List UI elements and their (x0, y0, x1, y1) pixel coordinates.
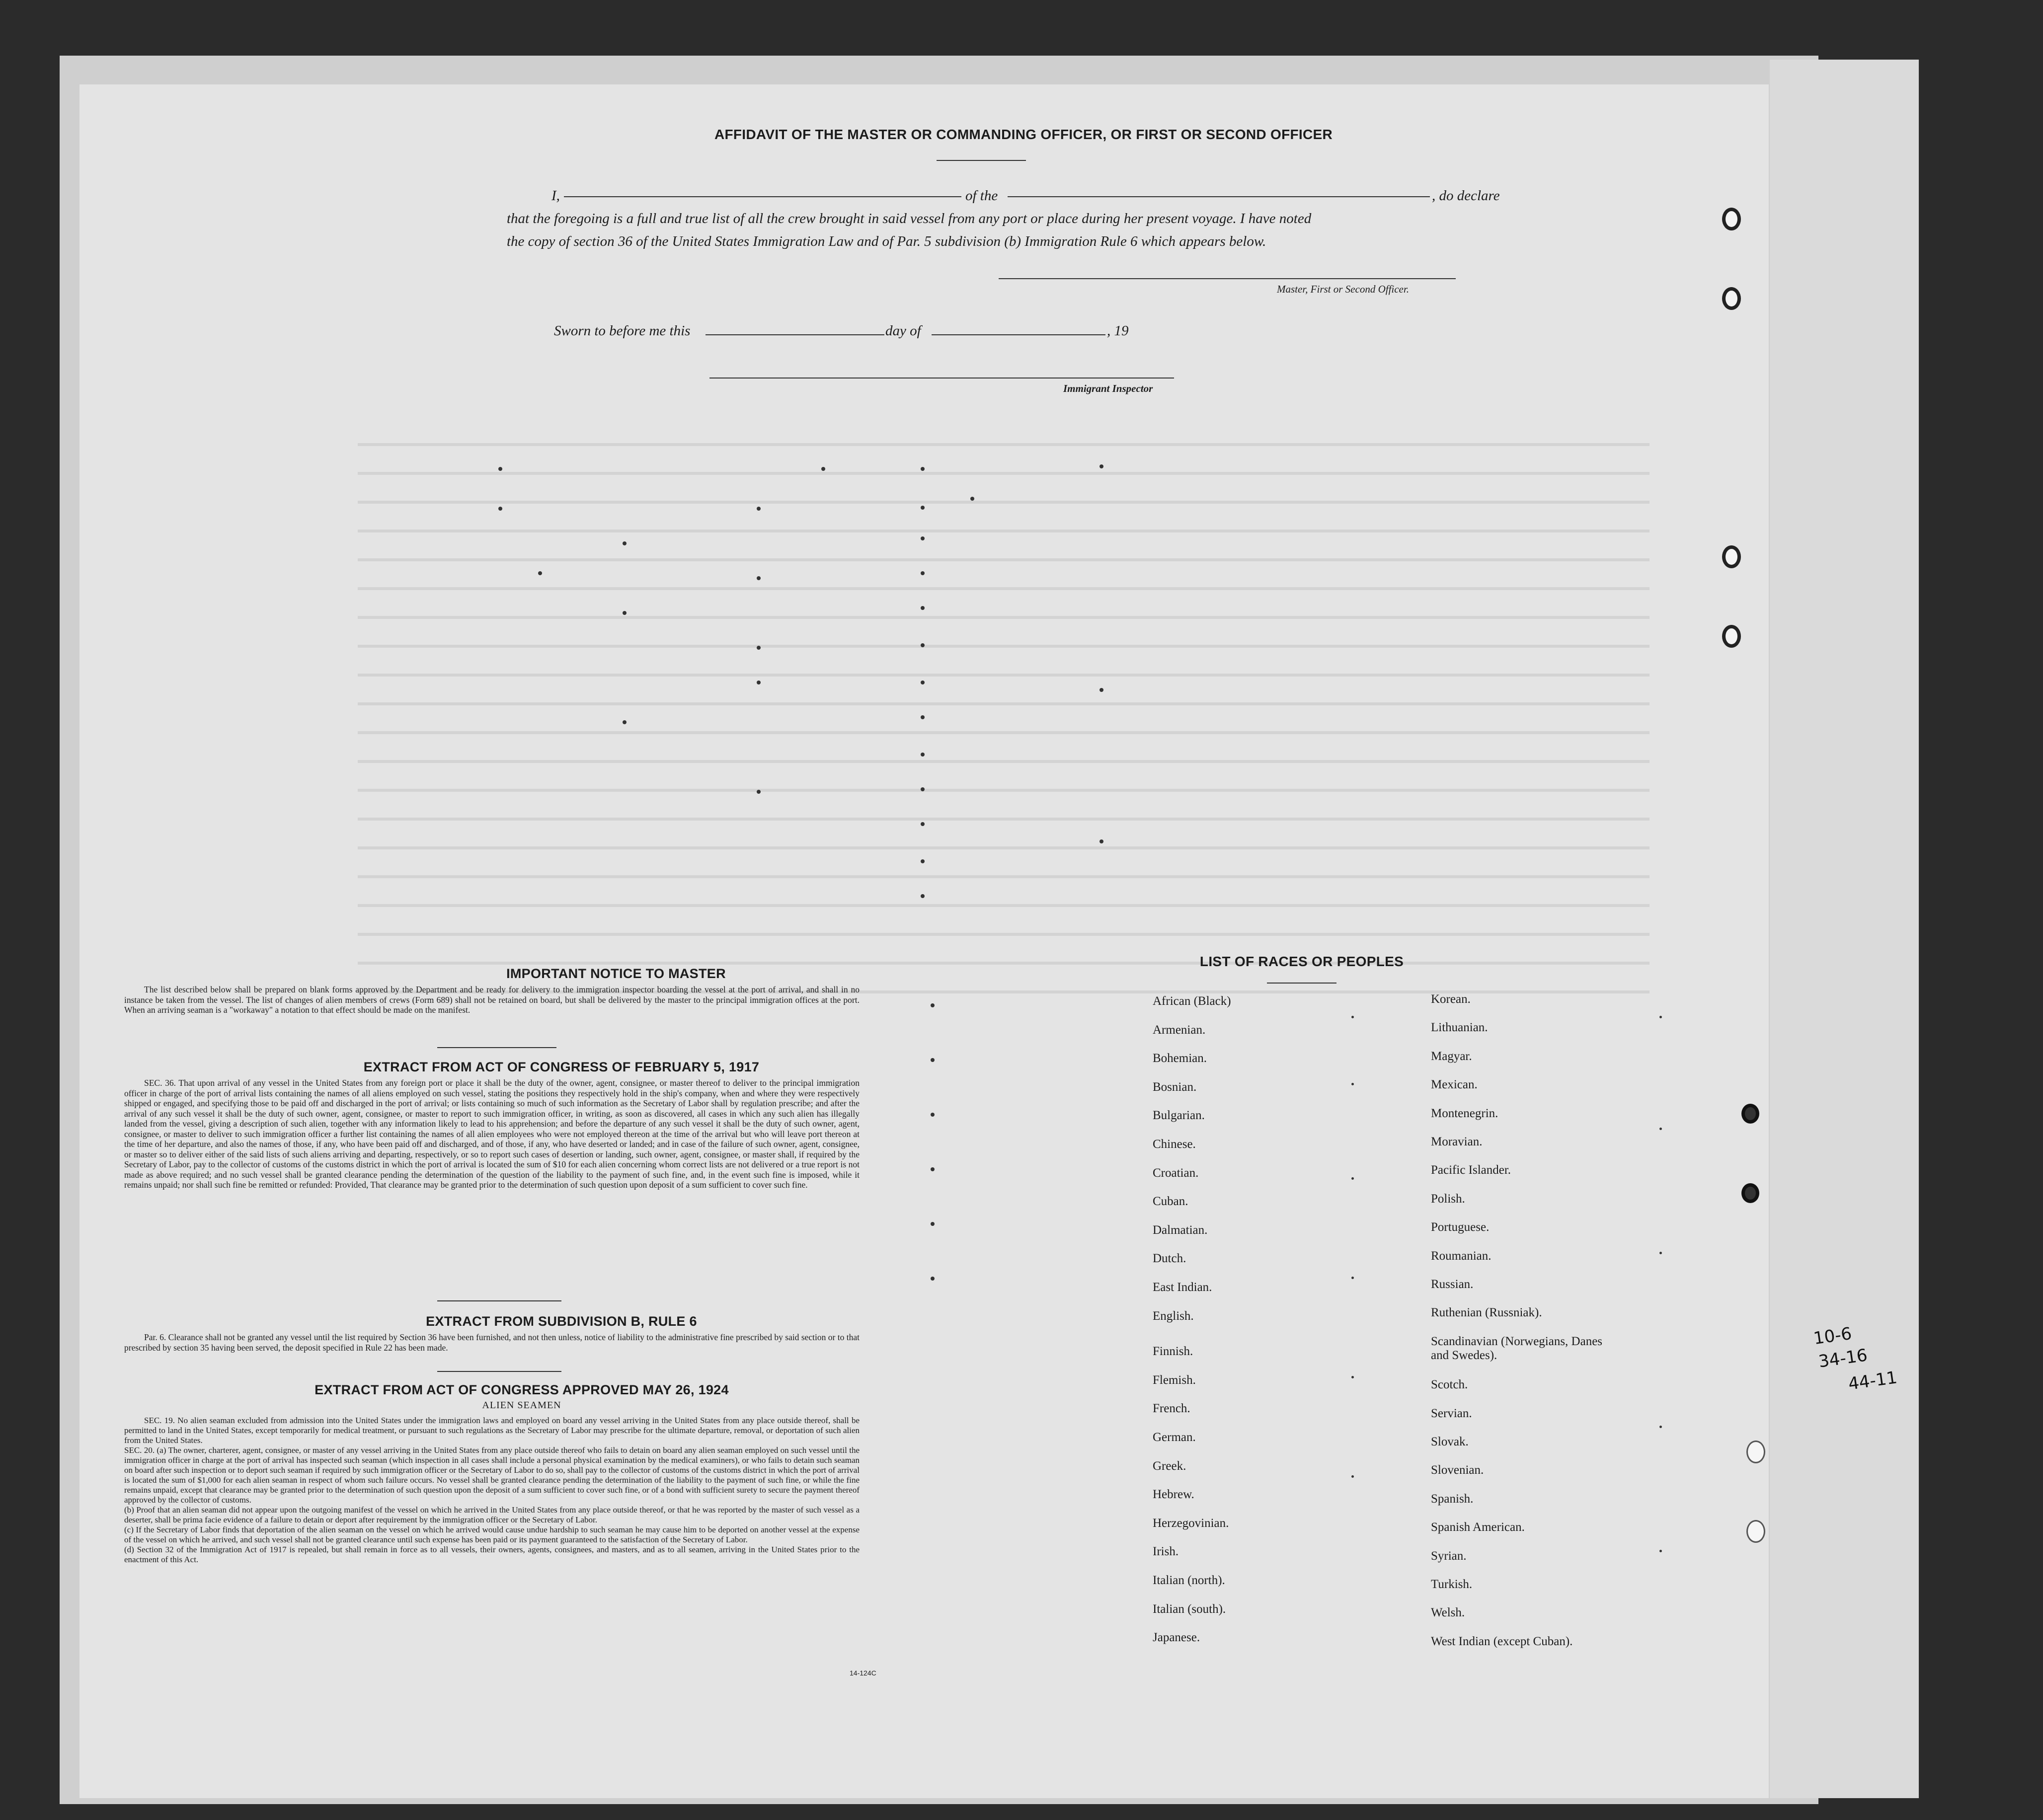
sworn-mid: day of (885, 323, 921, 339)
notice-text: The list described below shall be prepared on blank forms approved by the Department and be ready for delivery to the immigration inspector boarding the vessel at the port of arrival, and shall in no instance be taken from the vessel. The list of changes of alien members of crews (Form 689) shall not be retained on board, but shall be delivered by the master to the principal immigration offices at the port. When an arriving seaman is a "workaway" a notation to that effect should be made on the manifest. (124, 985, 860, 1015)
declare-line-1-mid: of the (965, 188, 998, 204)
guide-dot (931, 1003, 935, 1007)
declare-line-3: the copy of section 36 of the United States Immigration Law and of Par. 5 subdivision (b) Immigration Rule 6 which appears below. (507, 233, 1266, 249)
rule6-title: EXTRACT FROM SUBDIVISION B, RULE 6 (426, 1314, 697, 1329)
extract-1924-title: EXTRACT FROM ACT OF CONGRESS APPROVED MAY 26, 1924 (314, 1382, 729, 1397)
rule6-rule (437, 1371, 561, 1372)
handwritten-note: 44-11 (1847, 1367, 1899, 1394)
leader-dot (1659, 1426, 1662, 1428)
races-left-column (1153, 994, 1411, 1650)
guide-dot (1100, 688, 1103, 692)
declare-line-1-end: , do declare (1432, 188, 1500, 204)
race-item: Croatian. (1153, 1166, 1199, 1180)
race-item: Greek. (1153, 1459, 1186, 1473)
race-item: Polish. (1431, 1192, 1465, 1206)
declare-line-1-start: I, (551, 188, 560, 204)
race-item: African (Black) (1153, 994, 1231, 1008)
sworn-start: Sworn to before me this (554, 323, 691, 339)
sworn-day-blank (706, 334, 884, 335)
race-item: Lithuanian. (1431, 1021, 1488, 1034)
extract-1924-subtitle: ALIEN SEAMEN (482, 1400, 561, 1411)
race-item: Bulgarian. (1153, 1109, 1205, 1122)
guide-dot (931, 1222, 935, 1226)
guide-dot (921, 681, 925, 684)
race-item: Slovenian. (1431, 1463, 1484, 1477)
guide-dot (970, 497, 974, 501)
punch-hole (1722, 208, 1741, 230)
guide-dot (931, 1167, 935, 1171)
race-item: Armenian. (1153, 1023, 1206, 1037)
race-item: Herzegovinian. (1153, 1517, 1229, 1530)
guide-dot (921, 894, 925, 898)
leader-dot (1659, 1128, 1662, 1130)
guide-dot (538, 571, 542, 575)
race-item: Portuguese. (1431, 1220, 1490, 1234)
punch-hole (1722, 287, 1741, 310)
leader-dot (1659, 1016, 1662, 1018)
guide-dot (498, 507, 502, 511)
race-item: Pacific Islander. (1431, 1163, 1511, 1177)
handwritten-note: 10-6 (1812, 1323, 1853, 1349)
guide-dot (1100, 464, 1103, 468)
guide-dot (757, 681, 761, 684)
inspector-label: Immigrant Inspector (1063, 382, 1153, 394)
notice-title: IMPORTANT NOTICE TO MASTER (506, 966, 726, 981)
leader-dot (1351, 1475, 1354, 1478)
race-item: East Indian. (1153, 1281, 1212, 1294)
race-item: Flemish. (1153, 1373, 1196, 1387)
race-item: Scandinavian (Norwegians, Danes and Swedes). (1431, 1335, 1603, 1362)
leader-dot (1659, 1550, 1662, 1552)
punch-hole (1746, 1441, 1765, 1463)
guide-dot (623, 720, 627, 724)
signature-blank (999, 278, 1456, 279)
guide-dot (931, 1113, 935, 1117)
race-item: Chinese. (1153, 1138, 1196, 1151)
extract-1917-text: SEC. 36. That upon arrival of any vessel in the United States from any foreign port or place it shall be the duty of the owner, agent, consignee, or master thereof to deliver to the principal immigration officer in charge of the port of arrival lists containing the names of all aliens employed on such vessel, stating the positions they respectively hold in the ship's company, when and where they were respectively shipped or engaged, and specifying those to be paid off and discharged in the port of arrival; or lists containing so much of such information as the Secretary of Labor shall by regulation prescribe; and after the arrival of any such vessel it shall be the duty of such owner, agent, consignee, or master to report to such immigration officer, in writing, as soon as discovered, all cases in which any such alien has illegally landed from the vessel, giving a description of such alien, together with any information likely to lead to his apprehension; and before the departure of any such vessel it shall be the duty of such owner, agent, consignee, or master to deliver to such immigration officer a further list containing the names of all alien employees who were not employed thereon at the time of the arrival but who will leave port thereon at the time of her departure, and also the names of those, if any, who have been paid off and discharged, and of those, if any, who have deserted or landed; and in case of the failure of such owner, agent, consignee, or master so to deliver either of the said lists of such aliens arriving and departing, respectively, or so to report such cases of desertion or landing, such owner, agent, consignee, or master shall, if required by the Secretary of Labor, pay to the collector of customs of the customs district in which the port of arrival is located the sum of $10 for each alien concerning whom correct lists are not delivered or a true report is not made as above required; and no such vessel shall be granted clearance pending the determination of the question of the liability to the payment of such fine, and, in the event such fine is imposed, while it remains unpaid; nor shall such fine be remitted or refunded: Provided, That clearance may be granted prior to the determination of such question upon deposit of a sum sufficient to cover such fine. (124, 1078, 860, 1190)
race-item: Italian (north). (1153, 1574, 1225, 1587)
race-item: Welsh. (1431, 1606, 1465, 1619)
race-item: Turkish. (1431, 1578, 1473, 1591)
race-item: Magyar. (1431, 1050, 1472, 1063)
guide-dot (757, 576, 761, 580)
punch-hole (1722, 625, 1741, 648)
races-right-column (1431, 992, 1689, 1648)
guide-dot (921, 506, 925, 510)
races-rule (1267, 983, 1336, 984)
races-title: LIST OF RACES OR PEOPLES (1199, 954, 1404, 969)
guide-dot (921, 715, 925, 719)
guide-dot (921, 467, 925, 471)
sworn-month-blank (932, 334, 1105, 335)
race-item: Servian. (1431, 1407, 1472, 1420)
race-item: Bohemian. (1153, 1052, 1207, 1065)
race-item: French. (1153, 1402, 1190, 1415)
guide-dot (921, 859, 925, 863)
leader-dot (1659, 1252, 1662, 1254)
next-page-edge (1770, 60, 1919, 1798)
race-item: Finnish. (1153, 1345, 1193, 1358)
race-item: German. (1153, 1431, 1196, 1444)
signature-label: Master, First or Second Officer. (1277, 283, 1409, 295)
vessel-blank (1008, 196, 1430, 197)
notice-rule (437, 1047, 556, 1048)
guide-dot (821, 467, 825, 471)
guide-dot (921, 606, 925, 610)
affidavit-title: AFFIDAVIT OF THE MASTER OR COMMANDING OFFICER, OR FIRST OR SECOND OFFICER (714, 127, 1333, 142)
race-item: Roumanian. (1431, 1249, 1492, 1263)
race-item: Cuban. (1153, 1195, 1188, 1208)
leader-dot (1351, 1376, 1354, 1378)
race-item: Moravian. (1431, 1135, 1483, 1148)
race-item: Dutch. (1153, 1252, 1186, 1265)
manifest-sheet (79, 84, 1769, 1798)
race-item: Slovak. (1431, 1435, 1469, 1448)
name-blank (564, 196, 961, 197)
guide-dot (931, 1277, 935, 1281)
title-rule (937, 160, 1026, 161)
race-item: Spanish. (1431, 1492, 1474, 1506)
show-through-text (358, 417, 1650, 1013)
extract-1917-title: EXTRACT FROM ACT OF CONGRESS OF FEBRUARY 5, 1917 (363, 1060, 760, 1074)
guide-dot (498, 467, 502, 471)
leader-dot (1351, 1177, 1354, 1180)
race-item: Hebrew. (1153, 1488, 1194, 1501)
race-item: Russian. (1431, 1278, 1474, 1291)
guide-dot (921, 753, 925, 757)
race-item: Bosnian. (1153, 1080, 1197, 1094)
race-item: West Indian (except Cuban). (1431, 1635, 1573, 1648)
form-number: 14-124C (850, 1669, 876, 1677)
declare-line-2: that the foregoing is a full and true list of all the crew brought in said vessel from any port or place during her present voyage. I have noted (507, 211, 1312, 227)
guide-dot (921, 643, 925, 647)
race-item: Japanese. (1153, 1631, 1200, 1644)
race-item: Irish. (1153, 1545, 1179, 1558)
leader-dot (1351, 1016, 1354, 1018)
race-item: Montenegrin. (1431, 1107, 1498, 1120)
extract-1917-rule (437, 1300, 561, 1301)
guide-dot (623, 611, 627, 615)
guide-dot (623, 541, 627, 545)
extract-1924-text: SEC. 19. No alien seaman excluded from admission into the United States under the immigration laws and employed on board any vessel arriving in the United States from any place outside thereof, shall be permitted to land in the United States, except temporarily for medical treatment, or pursuant to such regulations as the Secretary of Labor may prescribe for the ultimate departure, removal, or deportation of such alien from the United States. SEC. 20. (a) The owner, charterer, agent, consignee, or master of any vessel arriving in the United States from any place outside thereof who fails to detain on board any alien seaman employed on such vessel until the immigration officer in charge at the port of arrival has inspected such seaman (which inspection in all cases shall include a personal physical examination by the medical examiners), or who fails to detain such seaman on board after such inspection or to deport such seaman if required by such immigration officer or the Secretary of Labor to do so, shall pay to the collector of customs of the customs district in which the port of arrival is located the sum of $1,000 for each alien seaman in respect of whom such failure occurs. No vessel shall be granted clearance pending the determination of the liability to the payment of such fine, or while the fine remains unpaid, except that clearance may be granted prior to the determination of such question upon the deposit of a sum sufficient to cover such fine, or of a bond with sufficient surety to secure the payment thereof approved by the collector of customs. (b) Proof that an alien seaman did not appear upon the outgoing manifest of the vessel on which he arrived in the United States from any place outside thereof, or that he was reported by the master of such vessel as a deserter, shall be prima facie evidence of a failure to detain or deport after requirement by the immigration officer or the Secretary of Labor. (c) If the Secretary of Labor finds that deportation of the alien seaman on the vessel on which he arrived would cause undue hardship to such seaman he may cause him to be deported on another vessel at the expense of the vessel on which he arrived, and such vessel shall not be granted clearance until such expense has been paid or its payment guaranteed to the satisfaction of the Secretary of Labor. (d) Section 32 of the Immigration Act of 1917 is repealed, but shall remain in force as to all vessels, their owners, agents, consignees, and masters, and as to all seamen, arriving in the United States prior to the enactment of this Act. (124, 1416, 860, 1564)
race-item: Mexican. (1431, 1078, 1478, 1091)
rule6-text: Par. 6. Clearance shall not be granted any vessel until the list required by Section 36 have been furnished, and not then unless, notice of liability to the administrative fine prescribed by said section or to that prescribed by section 35 having been served, the deposit specified in Rule 22 has been made. (124, 1332, 860, 1353)
leader-dot (1351, 1083, 1354, 1085)
guide-dot (757, 507, 761, 511)
punch-hole (1746, 1520, 1765, 1543)
handwritten-note: 34-16 (1817, 1345, 1869, 1372)
race-item: Italian (south). (1153, 1602, 1226, 1616)
guide-dot (921, 787, 925, 791)
guide-dot (1100, 839, 1103, 843)
punch-hole (1741, 1183, 1759, 1203)
guide-dot (921, 571, 925, 575)
punch-hole (1722, 545, 1741, 568)
race-item: Korean. (1431, 992, 1471, 1006)
guide-dot (921, 822, 925, 826)
inspector-blank (709, 378, 1174, 379)
guide-dot (757, 646, 761, 650)
race-item: Scotch. (1431, 1378, 1468, 1391)
race-item: English. (1153, 1309, 1194, 1323)
guide-dot (757, 790, 761, 794)
sworn-end: , 19 (1107, 323, 1129, 339)
race-item: Syrian. (1431, 1549, 1467, 1563)
guide-dot (931, 1058, 935, 1062)
leader-dot (1351, 1277, 1354, 1279)
race-item: Spanish American. (1431, 1520, 1525, 1534)
race-item: Ruthenian (Russniak). (1431, 1306, 1542, 1319)
punch-hole (1741, 1104, 1759, 1124)
guide-dot (921, 536, 925, 540)
race-item: Dalmatian. (1153, 1223, 1208, 1237)
